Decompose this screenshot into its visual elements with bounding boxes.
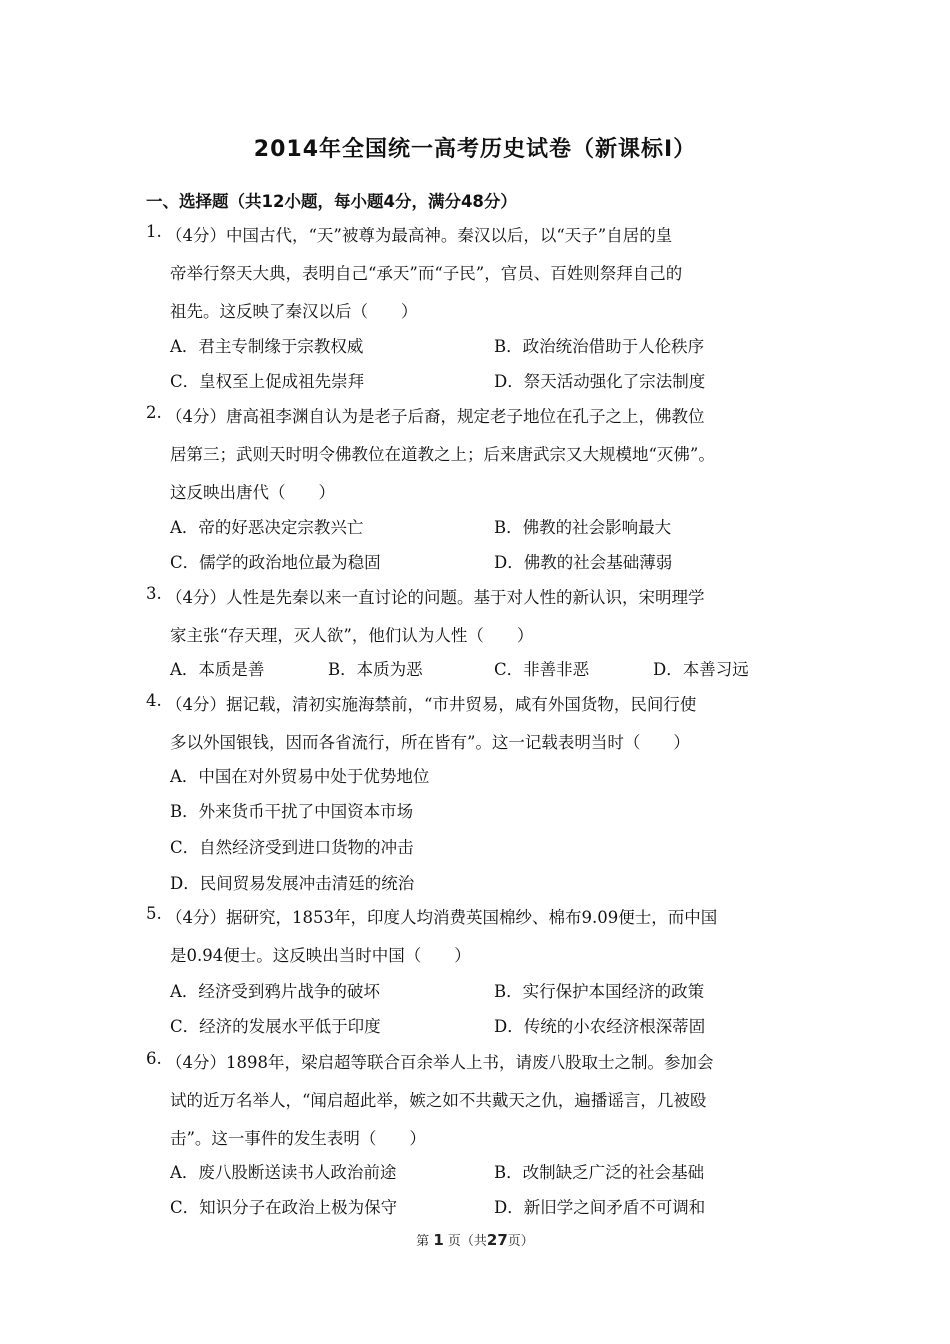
question-number: 1. bbox=[146, 222, 162, 241]
page-title: 2014年全国统一高考历史试卷（新课标Ⅰ） bbox=[253, 137, 697, 162]
question-text-line: 试的近万名举人，“闻启超此举，嫉之如不共戴天之仇，遍播谣言，几被殴 bbox=[170, 1091, 707, 1110]
question-text-line: （4分）中国古代，“天”被尊为最高神。秦汉以后，以“天子”自居的皇 bbox=[166, 226, 673, 245]
question-text-line: 这反映出唐代（ ） bbox=[170, 483, 335, 502]
footer-middle: 页（共 bbox=[447, 1234, 487, 1249]
option-d: D．传统的小农经济根深蒂固 bbox=[494, 1017, 706, 1036]
question-text-line: （4分）唐高祖李渊自认为是老子后裔，规定老子地位在孔子之上，佛教位 bbox=[166, 407, 705, 426]
question-number: 4. bbox=[146, 691, 162, 710]
footer-suffix: 页） bbox=[507, 1234, 534, 1249]
option-a: A．君主专制缘于宗教权威 bbox=[170, 337, 364, 356]
option-a: A．中国在对外贸易中处于优势地位 bbox=[170, 767, 430, 786]
question-text-line: 帝举行祭天大典，表明自己“承天”而“子民”，官员、百姓则祭拜自己的 bbox=[170, 264, 683, 283]
option-c: C．皇权至上促成祖先崇拜 bbox=[170, 372, 365, 391]
question-number: 6. bbox=[146, 1049, 162, 1068]
option-d: D．本善习远 bbox=[653, 660, 749, 679]
option-b: B．本质为恶 bbox=[328, 660, 423, 679]
question-number: 2. bbox=[146, 403, 162, 422]
option-c: C．非善非恶 bbox=[494, 660, 590, 679]
question-text-line: 居第三；武则天时明令佛教位在道教之上；后来唐武宗又大规模地“灭佛”。 bbox=[170, 445, 715, 464]
option-b: B．改制缺乏广泛的社会基础 bbox=[494, 1163, 705, 1182]
option-a: A．本质是善 bbox=[170, 660, 265, 679]
option-a: A．帝的好恶决定宗教兴亡 bbox=[170, 518, 364, 537]
option-c: C．儒学的政治地位最为稳固 bbox=[170, 553, 381, 572]
question-text-line: 是0.94便士。这反映出当时中国（ ） bbox=[170, 946, 471, 965]
question-number: 5. bbox=[146, 904, 162, 923]
page-number: 1 bbox=[433, 1231, 444, 1249]
page-footer bbox=[0, 1230, 950, 1249]
question-text-line: （4分）据记载，清初实施海禁前，“市井贸易，咸有外国货物，民间行使 bbox=[166, 695, 697, 714]
question-text-line: （4分）1898年，梁启超等联合百余举人上书，请废八股取士之制。参加会 bbox=[166, 1053, 714, 1072]
option-c: C．自然经济受到进口货物的冲击 bbox=[170, 838, 414, 857]
option-b: B．政治统治借助于人伦秩序 bbox=[494, 337, 705, 356]
question-text-line: 多以外国银钱，因而各省流行，所在皆有”。这一记载表明当时（ ） bbox=[170, 733, 690, 752]
option-c: C．知识分子在政治上极为保守 bbox=[170, 1198, 398, 1217]
option-d: D．祭天活动强化了宗法制度 bbox=[494, 372, 706, 391]
question-text-line: （4分）据研究，1853年，印度人均消费英国棉纱、棉布9.09便士，而中国 bbox=[166, 908, 718, 927]
question-text-line: 家主张“存天理，灭人欲”，他们认为人性（ ） bbox=[170, 626, 534, 645]
footer-prefix: 第 bbox=[416, 1234, 430, 1249]
question-text-line: （4分）人性是先秦以来一直讨论的问题。基于对人性的新认识，宋明理学 bbox=[166, 588, 705, 607]
option-b: B．佛教的社会影响最大 bbox=[494, 518, 672, 537]
option-b: B．外来货币干扰了中国资本市场 bbox=[170, 802, 414, 821]
total-pages: 27 bbox=[486, 1231, 508, 1249]
option-a: A．废八股断送读书人政治前途 bbox=[170, 1163, 397, 1182]
section-heading: 一、选择题（共12小题，每小题4分，满分48分） bbox=[146, 192, 517, 211]
question-text-line: 击”。这一事件的发生表明（ ） bbox=[170, 1129, 426, 1148]
question-text-line: 祖先。这反映了秦汉以后（ ） bbox=[170, 302, 418, 321]
option-b: B．实行保护本国经济的政策 bbox=[494, 982, 705, 1001]
option-d: D．民间贸易发展冲击清廷的统治 bbox=[170, 874, 415, 893]
option-d: D．佛教的社会基础薄弱 bbox=[494, 553, 673, 572]
question-number: 3. bbox=[146, 584, 162, 603]
option-c: C．经济的发展水平低于印度 bbox=[170, 1017, 381, 1036]
option-a: A．经济受到鸦片战争的破坏 bbox=[170, 982, 380, 1001]
option-d: D．新旧学之间矛盾不可调和 bbox=[494, 1198, 706, 1217]
